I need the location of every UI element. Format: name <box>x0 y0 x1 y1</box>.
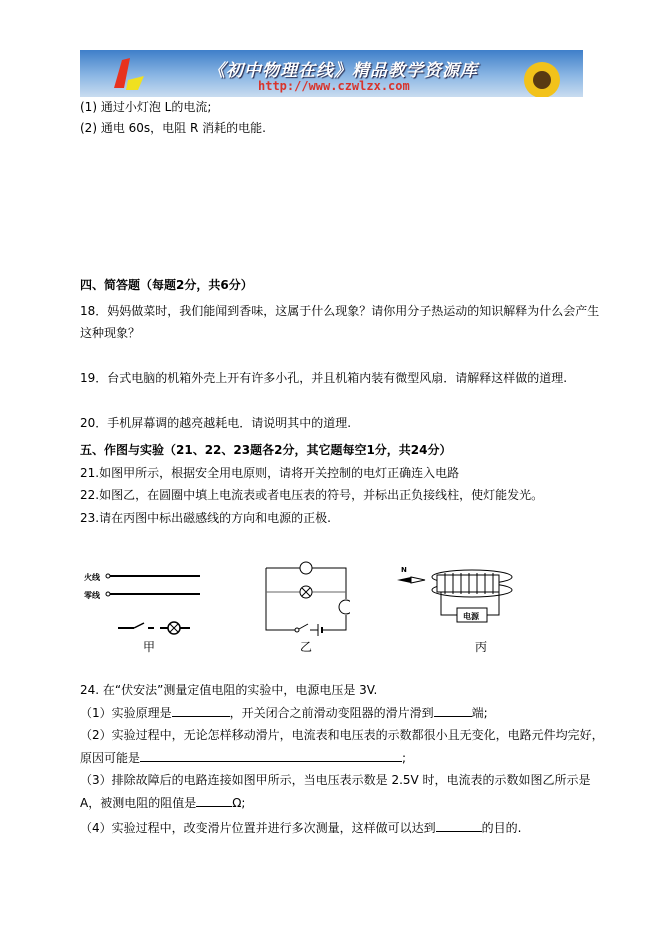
answer-blank[interactable] <box>434 705 472 717</box>
q24-part4-end: 的目的. <box>481 821 522 835</box>
figure-yi-diagram <box>260 558 350 638</box>
q21: 21.如图甲所示，根据安全用电原则，请将开关控制的电灯正确连入电路 <box>80 466 460 480</box>
figure-jia-diagram <box>80 560 220 640</box>
q19: 19．台式电脑的机箱外壳上开有许多小孔，并且机箱内装有微型风扇．请解释这样做的道理. <box>80 371 568 385</box>
figure-bing-caption: 丙 <box>475 640 488 654</box>
q24-part4-text: （4）实验过程中，改变滑片位置并进行多次测量，这样做可以达到 <box>80 821 436 835</box>
header-banner <box>80 50 583 97</box>
figure-jia-caption: 甲 <box>143 640 156 654</box>
power-source-label: 电源 <box>463 612 479 621</box>
q24-part2-text: 原因可能是 <box>80 751 141 765</box>
q18-line1: 18．妈妈做菜时，我们能闻到香味，这属于什么现象？请你用分子热运动的知识解释为什么会产生 <box>80 304 600 318</box>
q24-part3-line2 <box>80 795 245 810</box>
live-wire-label: 火线 <box>84 573 100 582</box>
q24-part3-line1: （3）排除故障后的电路连接如图甲所示，当电压表示数是 2.5V 时，电流表的示数如图乙所示是 <box>80 773 591 787</box>
neutral-wire-label: 零线 <box>84 591 100 600</box>
q18-line2: 这种现象？ <box>80 326 141 340</box>
q17-part2: (2) 通电 60s，电阻 R 消耗的电能. <box>80 121 266 135</box>
answer-blank[interactable] <box>196 795 232 807</box>
banner-url: http://www.czwlzx.com <box>258 79 410 93</box>
section4-heading: 四、简答题（每题2分，共6分） <box>80 278 253 292</box>
q17-part1: (1) 通过小灯泡 L的电流; <box>80 100 212 114</box>
q24-part3-text: A，被测电阻的阻值是 <box>80 796 197 810</box>
answer-blank[interactable] <box>140 750 402 762</box>
q24-part1-text: （1）实验原理是 <box>80 706 172 720</box>
logo-icon <box>100 50 160 97</box>
q24-part2-line1: （2）实验过程中，无论怎样移动滑片，电流表和电压表的示数都很小且无变化，电路元件均完好， <box>80 728 604 742</box>
q24-part2-end: ; <box>402 751 407 765</box>
q24-part1-text2: ，开关闭合之前滑动变阻器的滑片滑到 <box>229 706 434 720</box>
sunflower-icon <box>510 50 570 97</box>
q24: 24. 在“伏安法”测量定值电阻的实验中，电源电压是 3V. <box>80 683 378 697</box>
q24-part2-line2 <box>80 750 406 765</box>
q20: 20．手机屏幕调的越亮越耗电．请说明其中的道理. <box>80 416 352 430</box>
compass-n-label: N <box>401 566 407 574</box>
q24-part1-text3: 端; <box>471 706 488 720</box>
q24-part3-end: Ω; <box>232 796 246 810</box>
figure-yi-caption: 乙 <box>300 640 313 654</box>
figure-bing-diagram <box>395 560 525 640</box>
q23: 23.请在丙图中标出磁感线的方向和电源的正极. <box>80 511 331 525</box>
q24-part1 <box>80 705 488 720</box>
answer-blank[interactable] <box>172 705 230 717</box>
banner-title: 《初中物理在线》精品教学资源库 <box>208 61 478 81</box>
q24-part4 <box>80 820 521 835</box>
section5-heading: 五、作图与实验（21、22、23题各2分，其它题每空1分，共24分） <box>80 443 452 457</box>
q22: 22.如图乙，在圆圈中填上电流表或者电压表的符号，并标出正负接线柱，使灯能发光。 <box>80 488 544 502</box>
answer-blank[interactable] <box>436 820 482 832</box>
